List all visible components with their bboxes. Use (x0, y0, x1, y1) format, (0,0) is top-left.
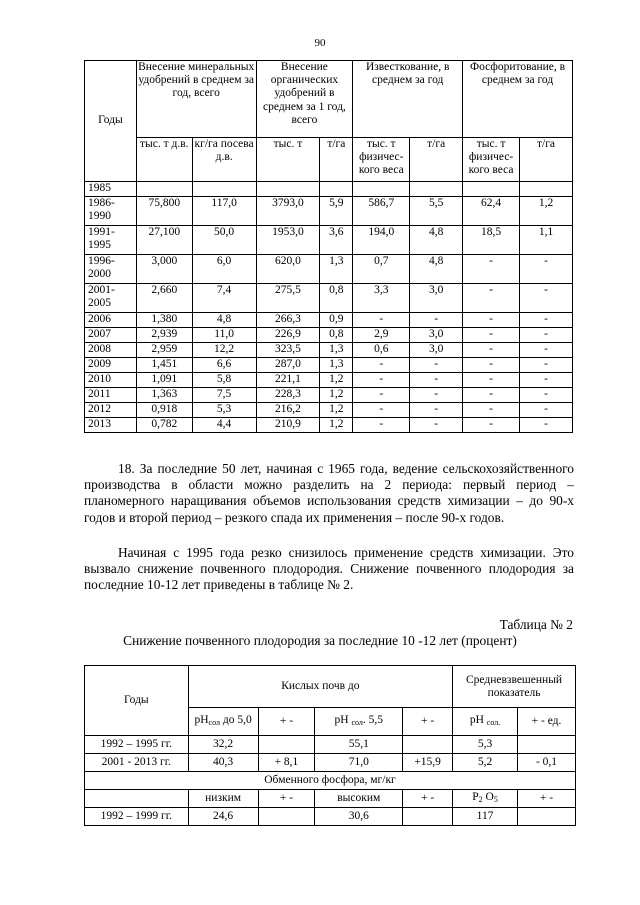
subheader: т/га (320, 138, 353, 182)
table-cell: 3,000 (136, 255, 192, 284)
table-row (85, 284, 573, 313)
table-cell: 0,6 (353, 343, 410, 358)
table-cell: 287,0 (256, 358, 320, 373)
table-cell: - (410, 418, 463, 433)
table-cell: 1,2 (320, 403, 353, 418)
table-cell: 6,6 (192, 358, 256, 373)
t2-sec2-sub: + - (518, 790, 576, 808)
table-cell: - (520, 255, 573, 284)
table-cell: 1,451 (136, 358, 192, 373)
table-cell (520, 182, 573, 197)
table-cell (136, 182, 192, 197)
table-cell: 32,2 (188, 736, 258, 754)
table-cell: - (520, 328, 573, 343)
table-cell: 4,8 (192, 313, 256, 328)
table-cell: 1,1 (520, 226, 573, 255)
table-cell: - (410, 373, 463, 388)
table-row (85, 403, 573, 418)
table-cell: - (353, 388, 410, 403)
table-cell: - (463, 343, 520, 358)
t2-sub-pm: + - (403, 708, 453, 736)
table-cell: 226,9 (256, 328, 320, 343)
t2-header-acid: Кислых почв до (188, 666, 452, 708)
t2-sub-ph50: $рН_{сол}$ до 5,0 (188, 708, 258, 736)
table-cell: - (463, 255, 520, 284)
table-cell: 117 (453, 808, 518, 826)
table-cell: 5,3 (453, 736, 518, 754)
subheader: тыс. т (256, 138, 320, 182)
table-row (85, 343, 573, 358)
header-liming: Известкование, в среднем за год (353, 61, 463, 138)
table-cell: - (410, 388, 463, 403)
table-cell: 5,9 (320, 197, 353, 226)
t2-sec2-sub: + - (258, 790, 315, 808)
row-year-cell: 1992 – 1999 гг. (85, 808, 189, 826)
table-cell: 3793,0 (256, 197, 320, 226)
table-cell: 210,9 (256, 418, 320, 433)
table-cell: 40,3 (188, 754, 258, 772)
table-cell: + 8,1 (258, 754, 315, 772)
table-cell: 5,3 (192, 403, 256, 418)
table-cell: - (410, 403, 463, 418)
table-row (85, 418, 573, 433)
table-cell: 71,0 (315, 754, 403, 772)
table-cell: 216,2 (256, 403, 320, 418)
header-mineral: Внесение минеральных удобрений в среднем за год, всего (136, 61, 256, 138)
paragraph-2: Начиная с 1995 года резко снизилось применение средств химизации. Это вызвало снижение почвенного плодородия. Снижение почвенного плодородия за последние 10-12 лет приведены в таблице № 2. (84, 545, 574, 593)
table-cell: 1,380 (136, 313, 192, 328)
table-cell: 275,5 (256, 284, 320, 313)
table-row (85, 255, 573, 284)
table-cell: 7,5 (192, 388, 256, 403)
row-year-cell: 2001 - 2013 гг. (85, 754, 189, 772)
table-cell: 24,6 (188, 808, 258, 826)
header-organic: Внесение органических удобрений в среднем за 1 год, всего (256, 61, 353, 138)
table-cell: 5,8 (192, 373, 256, 388)
table-cell: 2,660 (136, 284, 192, 313)
subheader: т/га (410, 138, 463, 182)
table-cell: - (520, 388, 573, 403)
table-cell: 2,959 (136, 343, 192, 358)
table-cell: 30,6 (315, 808, 403, 826)
table-cell: 117,0 (192, 197, 256, 226)
subheader: т/га (520, 138, 573, 182)
table-cell: 1,3 (320, 343, 353, 358)
table-cell: 586,7 (353, 197, 410, 226)
header-phosphoriting: Фосфоритование, в среднем за год (463, 61, 573, 138)
row-year-cell: 2012 (85, 403, 137, 418)
table-cell: 0,7 (353, 255, 410, 284)
table-cell: - (520, 373, 573, 388)
t2-header-average: Средневзвешенный показатель (453, 666, 576, 708)
subheader: кг/га посева д.в. (192, 138, 256, 182)
table-cell: 323,5 (256, 343, 320, 358)
row-year-cell: 2010 (85, 373, 137, 388)
row-year-cell: 1986-1990 (85, 197, 137, 226)
table-cell: 1,2 (320, 373, 353, 388)
table-cell: 266,3 (256, 313, 320, 328)
table-cell (463, 182, 520, 197)
t2-sub-ph-avg: рН $_{сол.}$ (453, 708, 518, 736)
table-cell: 5,5 (410, 197, 463, 226)
table-cell: 0,8 (320, 284, 353, 313)
table-cell: - (353, 403, 410, 418)
row-year-cell: 1985 (85, 182, 137, 197)
table-cell: 228,3 (256, 388, 320, 403)
row-year-cell: 2007 (85, 328, 137, 343)
table-cell: 2,9 (353, 328, 410, 343)
table-cell: 3,6 (320, 226, 353, 255)
row-year-cell: 2009 (85, 358, 137, 373)
table-cell: - (463, 418, 520, 433)
t2-sec2-empty (85, 790, 189, 808)
table-cell (410, 182, 463, 197)
row-year-cell: 1992 – 1995 гг. (85, 736, 189, 754)
table-row (85, 808, 576, 826)
row-year-cell: 2001-2005 (85, 284, 137, 313)
table-row (85, 182, 573, 197)
table-row (85, 313, 573, 328)
table-cell (320, 182, 353, 197)
table-cell (256, 182, 320, 197)
table-row (85, 754, 576, 772)
table-cell: - (463, 328, 520, 343)
table-cell: - 0,1 (518, 754, 576, 772)
table-cell: 1,3 (320, 255, 353, 284)
row-year-cell: 2008 (85, 343, 137, 358)
table-cell (403, 736, 453, 754)
table-row (85, 373, 573, 388)
table-cell: 1953,0 (256, 226, 320, 255)
paragraph-1: 18. За последние 50 лет, начиная с 1965 года, ведение сельскохозяйственного производства в области можно разделить на 2 периода: первый период – планомерного наращивания объемов использования средств химизации – до 90-х годов и второй период – резкого спада их применения – после 90-х годов. (84, 461, 574, 525)
row-year-cell: 2006 (85, 313, 137, 328)
table-cell: 5,2 (453, 754, 518, 772)
table-cell: 6,0 (192, 255, 256, 284)
table-cell: - (353, 313, 410, 328)
table-cell: 3,0 (410, 328, 463, 343)
table-cell: - (463, 388, 520, 403)
t2-header-years: Годы (85, 666, 189, 736)
table-cell (258, 808, 315, 826)
table-cell: 1,2 (320, 388, 353, 403)
t2-sec2-sub: высоким (315, 790, 403, 808)
t2-section-phosphorus: Обменного фосфора, мг/кг (85, 772, 576, 790)
t2-sec2-p2o5: $Р_2$ $О_5$ (453, 790, 518, 808)
row-year-cell: 1991-1995 (85, 226, 137, 255)
table-row (85, 736, 576, 754)
table-cell: 50,0 (192, 226, 256, 255)
table-cell: 75,800 (136, 197, 192, 226)
fertilizer-table (84, 60, 573, 433)
table-cell: 1,091 (136, 373, 192, 388)
table-row (85, 358, 573, 373)
row-year-cell: 1996-2000 (85, 255, 137, 284)
soil-fertility-table (84, 665, 576, 826)
table-cell: - (520, 284, 573, 313)
header-years: Годы (85, 61, 137, 182)
table-cell: - (353, 358, 410, 373)
table-title: Снижение почвенного плодородия за последние 10 -12 лет (процент) (123, 633, 517, 648)
table-cell: - (353, 418, 410, 433)
table-cell: 55,1 (315, 736, 403, 754)
t2-sub-pm-unit: + - ед. (518, 708, 576, 736)
table-cell: 3,3 (353, 284, 410, 313)
table-cell: - (353, 373, 410, 388)
table-cell: 3,0 (410, 284, 463, 313)
table-cell: - (520, 403, 573, 418)
table-cell (518, 808, 576, 826)
table-cell: - (463, 373, 520, 388)
table-caption: Таблица № 2 (499, 617, 573, 632)
table-cell: - (520, 343, 573, 358)
table-cell: 3,0 (410, 343, 463, 358)
table-row (85, 226, 573, 255)
subheader: тыс. т физичес-кого веса (353, 138, 410, 182)
table-cell: 7,4 (192, 284, 256, 313)
table-cell: 0,8 (320, 328, 353, 343)
row-year-cell: 2011 (85, 388, 137, 403)
table-cell (403, 808, 453, 826)
table-cell: - (463, 403, 520, 418)
table-cell: 27,100 (136, 226, 192, 255)
table-cell: 4,4 (192, 418, 256, 433)
table-cell: 18,5 (463, 226, 520, 255)
table-cell: 620,0 (256, 255, 320, 284)
table-cell (258, 736, 315, 754)
table-cell: - (520, 418, 573, 433)
row-year-cell: 2013 (85, 418, 137, 433)
table-cell: 0,9 (320, 313, 353, 328)
table-cell: 12,2 (192, 343, 256, 358)
table-cell: +15,9 (403, 754, 453, 772)
table-cell: 194,0 (353, 226, 410, 255)
table-cell: - (463, 313, 520, 328)
table-cell: - (463, 284, 520, 313)
table-cell (353, 182, 410, 197)
table-cell: 0,918 (136, 403, 192, 418)
table-cell (192, 182, 256, 197)
table-cell: 2,939 (136, 328, 192, 343)
table-cell: - (463, 358, 520, 373)
t2-sub-pm: + - (258, 708, 315, 736)
page-number: 90 (314, 37, 326, 49)
table-cell: - (520, 358, 573, 373)
table-cell: 11,0 (192, 328, 256, 343)
table-cell: 221,1 (256, 373, 320, 388)
table-cell: - (410, 358, 463, 373)
table-cell: 4,8 (410, 255, 463, 284)
table-row (85, 197, 573, 226)
t2-sub-ph55: рН $_{сол}$. 5,5 (315, 708, 403, 736)
table-cell: 62,4 (463, 197, 520, 226)
t2-sec2-sub: низким (188, 790, 258, 808)
t2-sec2-sub: + - (403, 790, 453, 808)
table-cell: 0,782 (136, 418, 192, 433)
table-cell: 1,363 (136, 388, 192, 403)
table-cell (518, 736, 576, 754)
table-cell: - (410, 313, 463, 328)
table-cell: 4,8 (410, 226, 463, 255)
subheader: тыс. т д.в. (136, 138, 192, 182)
table-cell: 1,2 (320, 418, 353, 433)
table-cell: - (520, 313, 573, 328)
table-cell: 1,3 (320, 358, 353, 373)
subheader: тыс. т физичес-кого веса (463, 138, 520, 182)
table-row (85, 388, 573, 403)
table-cell: 1,2 (520, 197, 573, 226)
table-row (85, 328, 573, 343)
